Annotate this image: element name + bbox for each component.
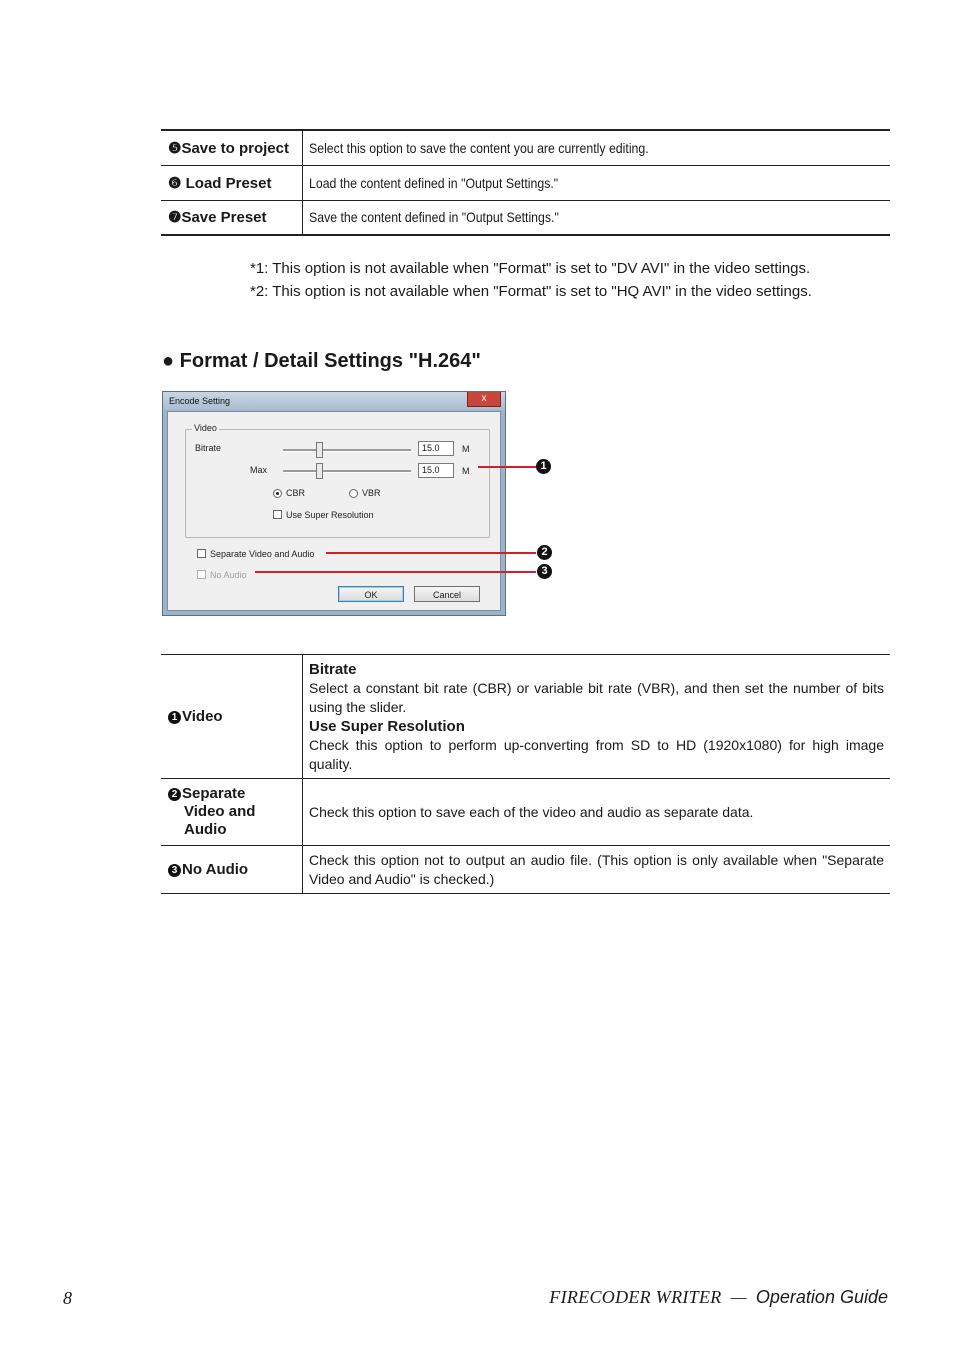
footnote: *2: This option is not available when "Format" is set to "HQ AVI" in the video settings. — [250, 283, 812, 300]
table-row — [161, 165, 890, 200]
cancel-button[interactable]: Cancel — [414, 586, 480, 602]
footnote: *1: This option is not available when "Format" is set to "DV AVI" in the video settings. — [250, 260, 811, 277]
video-group — [185, 423, 490, 538]
option-name: ❺Save to project — [161, 130, 303, 165]
super-resolution-checkbox[interactable] — [273, 510, 282, 519]
footer-title — [549, 1287, 888, 1308]
settings-table — [161, 654, 890, 894]
footnotes — [250, 257, 812, 303]
option-name: ❼Save Preset — [161, 200, 303, 235]
table-row — [161, 130, 890, 165]
no-audio-checkbox[interactable] — [197, 570, 206, 579]
setting-description: Check this option to save each of the video and audio as separate data. — [303, 779, 891, 846]
bitrate-label: Bitrate — [195, 443, 222, 453]
group-title: Video — [194, 423, 217, 433]
cbr-label: CBR — [286, 488, 306, 498]
vbr-radio[interactable] — [349, 489, 358, 498]
table-row — [161, 846, 890, 894]
option-description: Load the content defined in "Output Settings." — [303, 165, 891, 200]
number-icon: 1 — [168, 711, 181, 724]
max-slider-track[interactable] — [283, 470, 411, 473]
setting-description — [303, 655, 891, 779]
product-name: FIRECODER WRITER — [549, 1287, 722, 1307]
subheading: Use Super Resolution — [309, 718, 465, 735]
option-description: Save the content defined in "Output Settings." — [303, 200, 891, 235]
option-name: ❻ Load Preset — [161, 165, 303, 200]
dialog-titlebar — [163, 392, 505, 410]
callout-line — [326, 552, 536, 554]
guide-name: Operation Guide — [755, 1287, 888, 1307]
dialog-title: Encode Setting — [169, 396, 231, 406]
encode-setting-dialog — [162, 391, 506, 616]
page-number: 8 — [63, 1288, 72, 1308]
bitrate-unit: M — [462, 444, 470, 454]
ok-button[interactable]: OK — [338, 586, 404, 602]
table-row — [161, 200, 890, 235]
description-text: Check this option to perform up-converting from SD to HD (1920x1080) for high image quality. — [309, 737, 884, 772]
bitrate-input[interactable]: 15.0 — [418, 441, 454, 456]
options-table — [161, 129, 890, 236]
max-slider-thumb[interactable] — [316, 463, 323, 479]
setting-name: 3 No Audio — [161, 846, 303, 894]
max-label: Max — [250, 465, 268, 475]
callout-line — [478, 466, 536, 468]
table-row — [161, 779, 890, 846]
separate-video-audio-label: Separate Video and Audio — [210, 549, 315, 559]
vbr-label: VBR — [362, 488, 381, 498]
bitrate-slider-track[interactable] — [283, 449, 411, 452]
super-resolution-label: Use Super Resolution — [286, 510, 374, 520]
callout-number: 2 — [537, 545, 552, 560]
number-icon: 3 — [168, 864, 181, 877]
bitrate-slider-thumb[interactable] — [316, 442, 323, 458]
section-heading: ● Format / Detail Settings "H.264" — [162, 350, 481, 372]
option-description: Select this option to save the content you are currently editing. — [309, 139, 649, 156]
separate-video-audio-checkbox[interactable] — [197, 549, 206, 558]
max-input[interactable]: 15.0 — [418, 463, 454, 478]
description-text: Select a constant bit rate (CBR) or variable bit rate (VBR), and then set the number of bits using the slider. — [309, 680, 884, 715]
no-audio-label: No Audio — [210, 570, 247, 580]
dialog-body — [167, 411, 501, 611]
setting-name: 2 Separate Video and Audio — [161, 779, 303, 846]
callout-number: 1 — [536, 459, 551, 474]
setting-name: 1 Video — [161, 655, 303, 779]
cbr-radio[interactable] — [273, 489, 282, 498]
table-row — [161, 655, 890, 779]
footer-dash: — — [730, 1287, 747, 1307]
close-icon[interactable]: x — [467, 392, 501, 407]
max-unit: M — [462, 466, 470, 476]
callout-number: 3 — [537, 564, 552, 579]
subheading: Bitrate — [309, 661, 357, 678]
callout-line — [255, 571, 536, 573]
setting-description: Check this option not to output an audio file. (This option is only available when "Separate Video and Audio" is checked.) — [303, 846, 891, 894]
number-icon: 2 — [168, 788, 181, 801]
